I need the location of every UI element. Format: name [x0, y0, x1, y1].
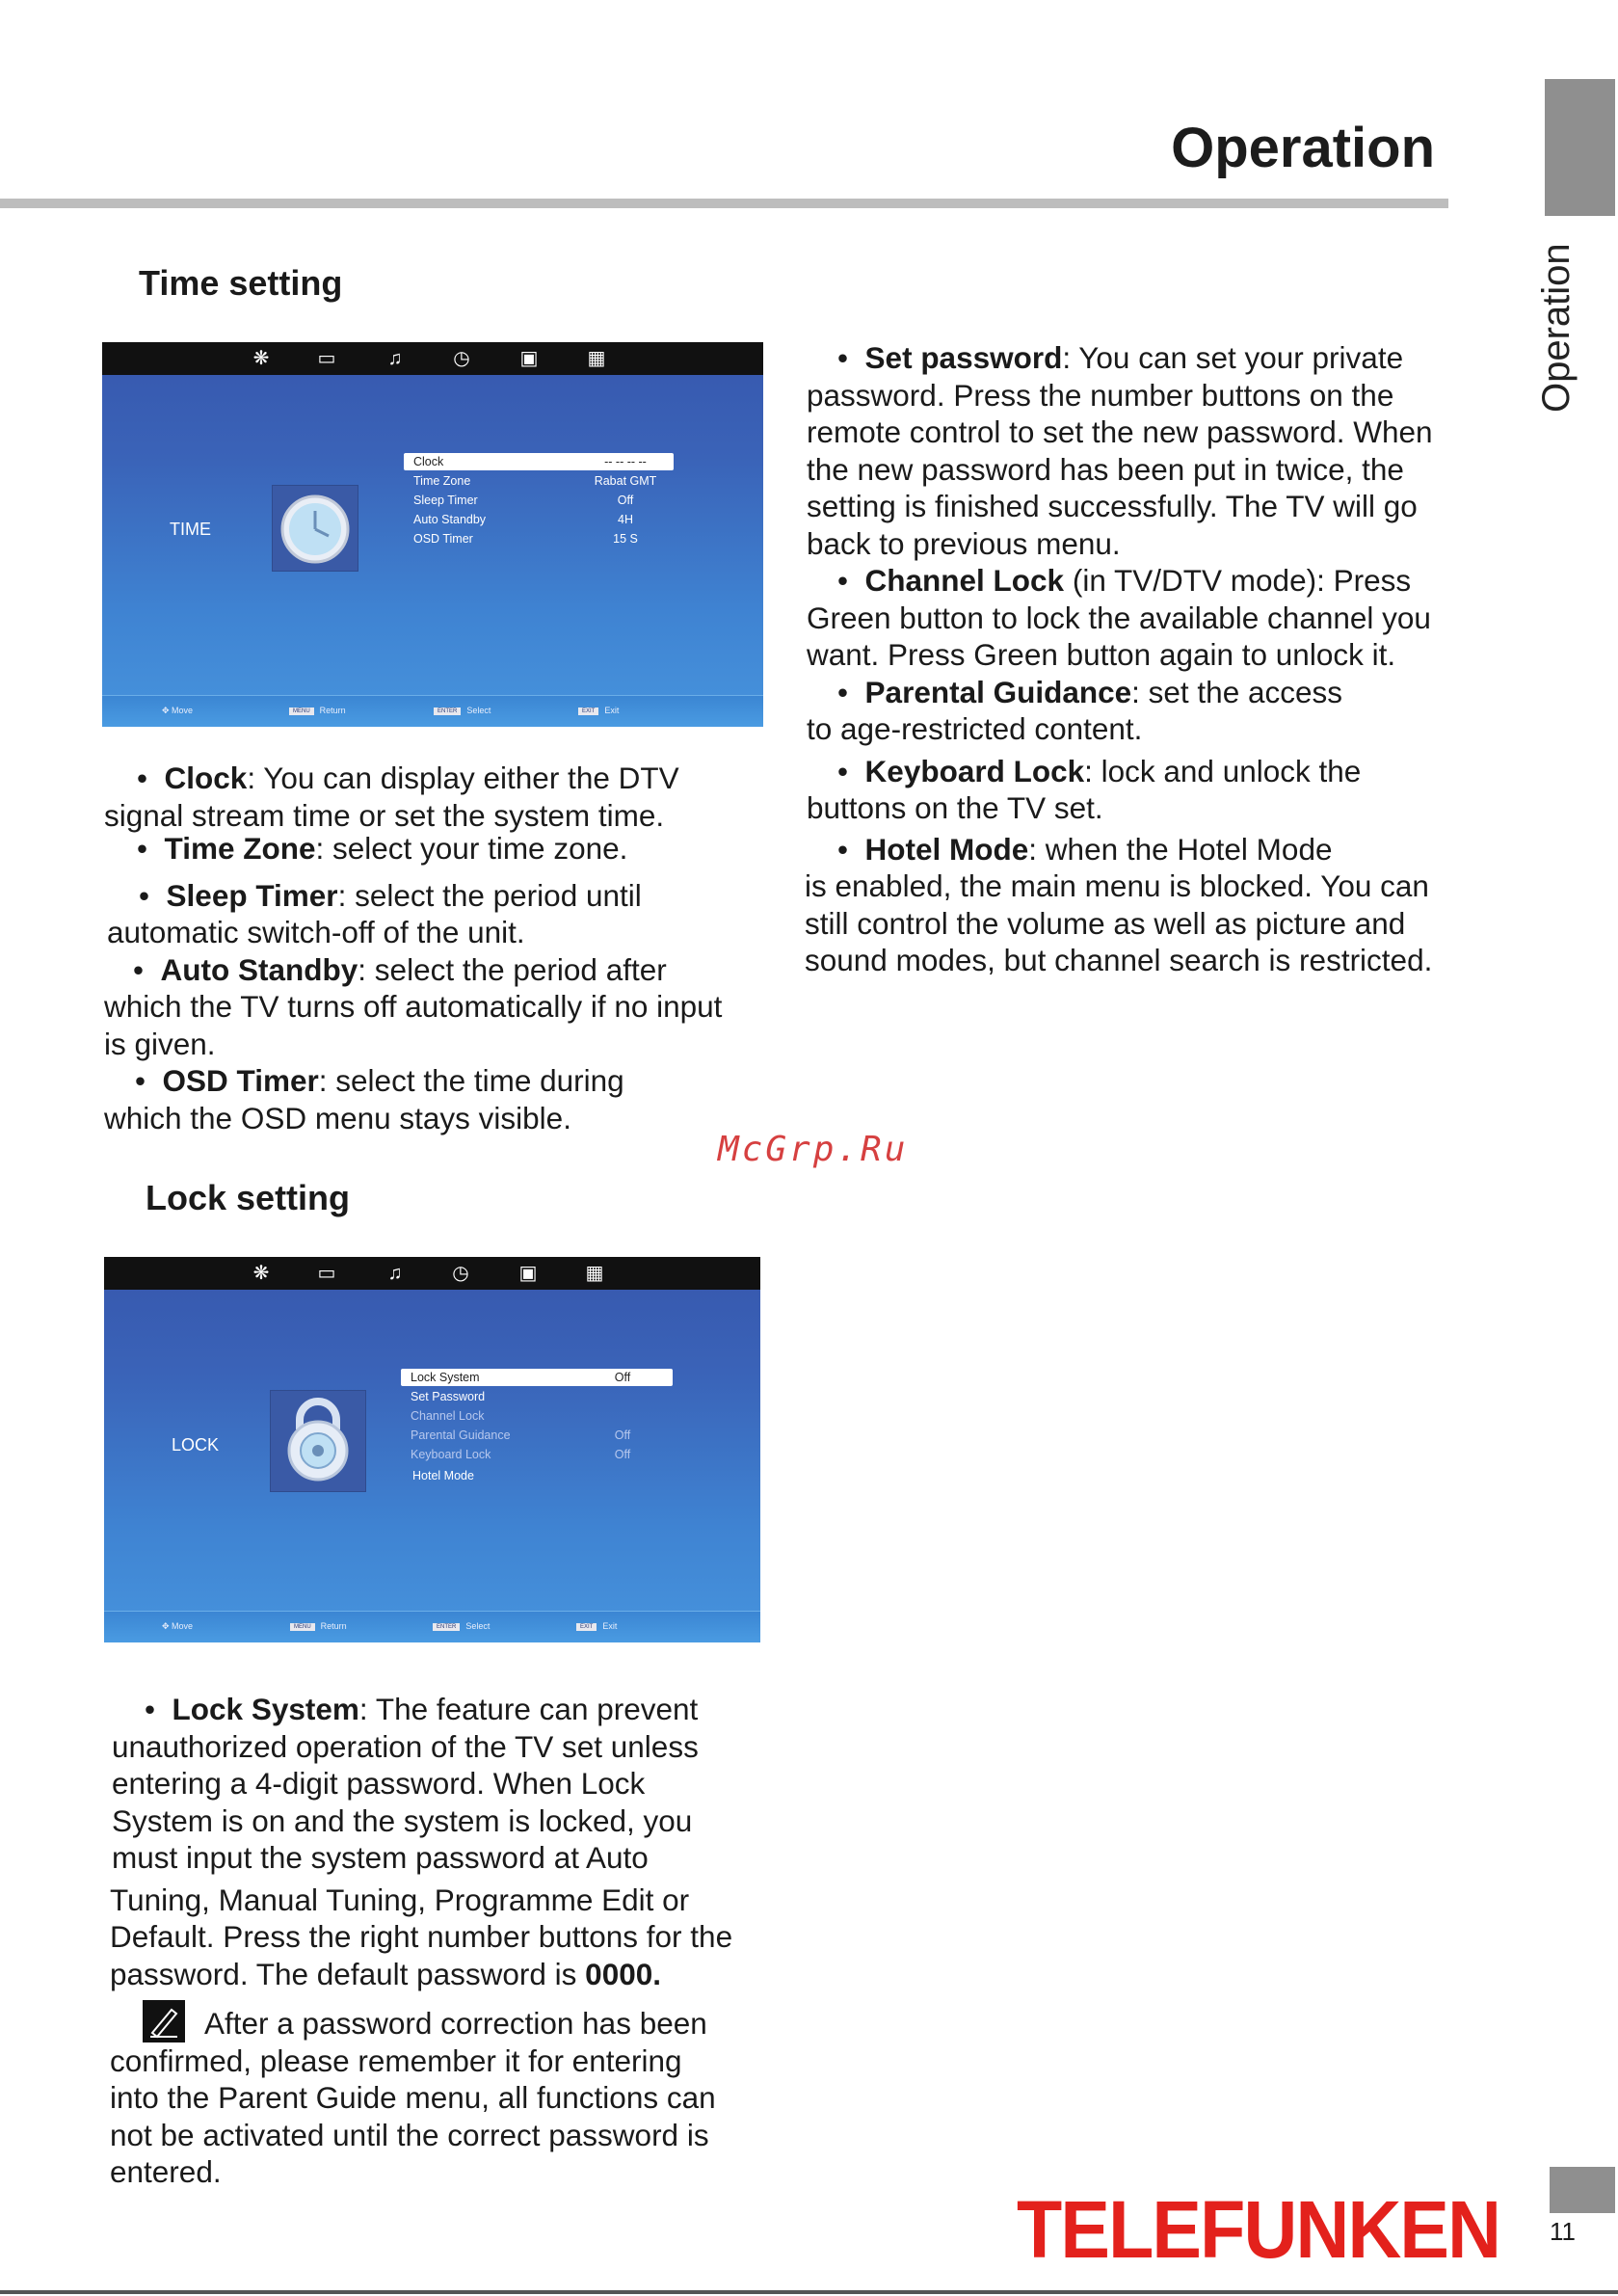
display-icon: ▭	[317, 1263, 336, 1284]
header-rule	[0, 199, 1448, 208]
hint-select: ENTER Select	[433, 1621, 490, 1631]
apps-icon: ▦	[585, 1263, 604, 1284]
display-icon: ▭	[317, 348, 336, 369]
music-icon: ♫	[387, 348, 403, 369]
note-paragraph: After a password correction has been confirmed, please remember it for entering into the Parent Guide menu, all functions can not be activated until the correct password is entered.	[110, 2006, 716, 2189]
lock-menu-screenshot	[104, 1257, 760, 1642]
menu-item-time-zone[interactable]: Time Zone Rabat GMT	[413, 474, 657, 488]
watermark: McGrp.Ru	[718, 1130, 909, 1169]
page-title: Operation	[1171, 117, 1435, 179]
apps-icon: ▦	[587, 348, 606, 369]
bullet-time-zone: • Time Zone: select your time zone.	[137, 831, 628, 866]
menu-hint-bar	[102, 695, 763, 727]
side-tab-label: Operation	[1535, 243, 1578, 413]
lock-setting-heading: Lock setting	[146, 1178, 351, 1217]
menu-item-parental-guidance[interactable]: Parental Guidance Off	[411, 1428, 631, 1442]
bullet-parental-guidance: • Parental Guidance: set the access	[837, 674, 1343, 709]
bullet-clock: • Clock: You can display either the DTV	[137, 761, 679, 795]
time-bullets: • Clock: You can display either the DTV signal stream time or set the system time. • Time Zone: select your time zone. • Sleep Timer: select the period until automatic switch-off of the unit. • Auto Standby: select the period after which the TV turns off automatically if no input is given. • OSD Timer: select the time during which the OSD menu stays visible.	[104, 760, 759, 1136]
category-label: LOCK	[172, 1435, 220, 1455]
right-column: • Set password: You can set your private password. Press the number buttons on the remote control to set the new password. When the new password has been put in twice, the setting is finished successfully. The TV will go back to previous menu. • Channel Lock (in TV/DTV mode): Press Green button to lock the available channel you want. Press Green button again to unlock it. • Parental Guidance: set the access to age-restricted content. • Keyboard Lock: lock and unlock the buttons on the TV set. • Hotel Mode: when the Hotel Mode is enabled, the main menu is blocked. You can still control the volume as well as picture and sound modes, but channel search is restricted.	[807, 339, 1462, 979]
menu-icon-bar	[104, 1257, 760, 1290]
category-label: TIME	[170, 520, 211, 539]
time-setting-heading: Time setting	[139, 263, 343, 303]
hint-return: MENU Return	[290, 1621, 347, 1631]
clock-icon: ◷	[452, 1263, 469, 1284]
page-number-tab	[1550, 2167, 1615, 2213]
bullet-hotel-mode: • Hotel Mode: when the Hotel Mode	[837, 831, 1333, 867]
clock-icon: ◷	[453, 348, 470, 369]
hint-return: MENU Return	[289, 706, 346, 715]
bottom-rule	[0, 2290, 1618, 2294]
music-icon: ♫	[387, 1263, 403, 1284]
hint-exit: EXIT Exit	[576, 1621, 617, 1631]
menu-icon-bar	[102, 342, 763, 375]
menu-item-auto-standby[interactable]: Auto Standby 4H	[413, 513, 633, 526]
settings-icon: ❋	[252, 348, 270, 369]
page-number: 11	[1550, 2217, 1576, 2246]
bullet-channel-lock: • Channel Lock (in TV/DTV mode): Press	[837, 563, 1412, 598]
menu-item-lock-system[interactable]: Lock System Off	[401, 1369, 673, 1386]
time-menu-screenshot	[102, 342, 763, 727]
lock-icon: ▣	[518, 1263, 538, 1284]
menu-item-set-password[interactable]: Set Password	[411, 1390, 486, 1403]
menu-item-keyboard-lock[interactable]: Keyboard Lock Off	[411, 1448, 631, 1461]
lock-system-paragraph: • Lock System: The feature can prevent unauthorized operation of the TV set unless entering a 4-digit password. When Lock System is on and the system is locked, you must input the system password at Auto Tuning, Manual Tuning, Programme Edit or Default. Press the right number buttons for the password. The default password is 0000.	[110, 1692, 733, 1991]
settings-icon: ❋	[252, 1263, 270, 1284]
menu-item-channel-lock[interactable]: Channel Lock	[411, 1409, 485, 1423]
menu-item-sleep-timer[interactable]: Sleep Timer Off	[413, 494, 634, 507]
menu-item-hotel-mode[interactable]: Hotel Mode	[412, 1469, 474, 1482]
padlock-illustration	[270, 1390, 366, 1492]
side-tab-marker	[1545, 79, 1615, 216]
menu-hint-bar	[104, 1611, 760, 1642]
lock-icon: ▣	[519, 348, 539, 369]
menu-item-osd-timer[interactable]: OSD Timer 15 S	[413, 532, 638, 546]
clock-illustration	[272, 485, 358, 572]
hint-move: ✥ Move	[162, 706, 194, 715]
bullet-osd-timer: • OSD Timer: select the time during	[135, 1063, 624, 1098]
hint-move: ✥ Move	[162, 1621, 194, 1631]
bullet-auto-standby: • Auto Standby: select the period after	[133, 951, 667, 987]
bullet-set-password: • Set password: You can set your private	[837, 340, 1404, 375]
brand-logo: TELEFUNKEN	[1017, 2184, 1500, 2275]
bullet-keyboard-lock: • Keyboard Lock: lock and unlock the	[837, 753, 1362, 788]
bullet-sleep-timer: • Sleep Timer: select the period until	[139, 877, 642, 913]
hint-exit: EXIT Exit	[578, 706, 619, 715]
hint-select: ENTER Select	[434, 706, 491, 715]
menu-item-clock[interactable]: Clock -- -- -- --	[404, 453, 674, 470]
